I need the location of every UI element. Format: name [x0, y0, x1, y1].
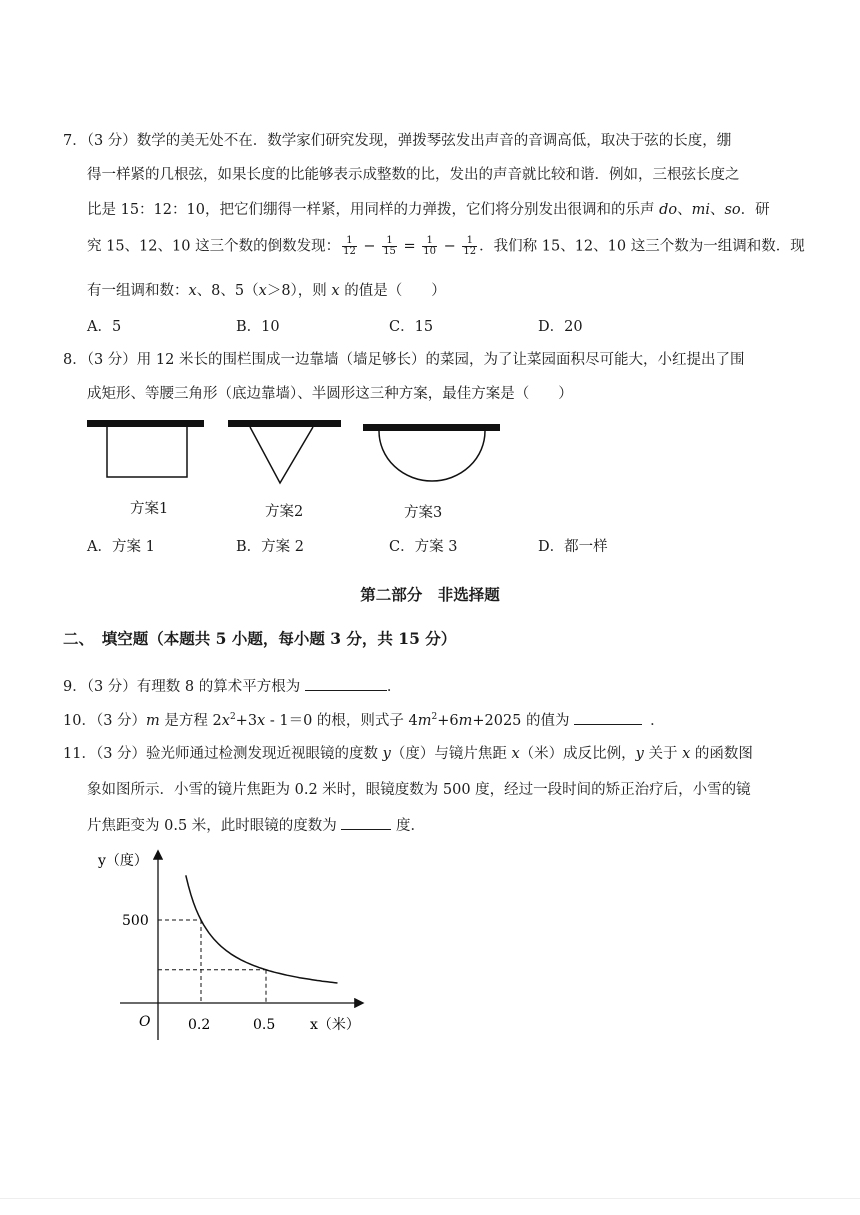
inverse-proportion-chart — [90, 840, 380, 1050]
q11-text: （度）与镜片焦距 — [390, 746, 512, 762]
part2-title: 第二部分 非选择题 — [360, 585, 500, 604]
q9-text: 9．（3 分）有理数 8 的算术平方根为 — [63, 679, 305, 695]
var-x: x — [331, 283, 340, 299]
q7-line4 — [87, 236, 805, 257]
plan3-figure — [363, 424, 500, 481]
var-x: x — [511, 746, 520, 762]
plan1-figure — [87, 420, 204, 477]
exponent: 2 — [229, 712, 236, 723]
sep: 、 — [709, 202, 725, 218]
q11-answer-blank[interactable] — [341, 815, 391, 830]
q11-line2: 象如图所示．小雪的镜片焦距为 0.2 米时，眼镜度数为 500 度，经过一段时间的矫正治疗后，小雪的镜 — [87, 782, 751, 798]
sep: 、 — [677, 202, 692, 218]
wall-1 — [87, 420, 204, 427]
note-so: so — [724, 202, 741, 218]
q7-line4-end: ．我们称 15、12、10 这三个数为一组调和数．现 — [479, 238, 805, 255]
plan3-label: 方案3 — [404, 505, 443, 521]
q9-answer-blank[interactable] — [305, 676, 387, 691]
q11-text: （米）成反比例， — [519, 746, 636, 762]
q11-line1 — [63, 744, 753, 764]
frac-1-10 — [422, 236, 437, 257]
plan1-label: 方案1 — [130, 501, 169, 517]
q11-text: 11．（3 分）验光师通过检测发现近视眼镜的度数 — [63, 746, 383, 762]
wall-2 — [228, 420, 341, 427]
frac-1-12 — [342, 236, 357, 257]
q8-option-c[interactable]: C．方案 3 — [389, 539, 458, 555]
var-x: x — [258, 283, 267, 299]
q7-line5-text: ＞8），则 — [266, 283, 332, 299]
q7-line3-end: ．研 — [740, 202, 770, 218]
exponent: 2 — [431, 712, 438, 723]
q11-line3 — [87, 815, 425, 836]
q7-line5-text: 有一组调和数： — [87, 283, 189, 299]
q8-option-a[interactable]: A．方案 1 — [87, 539, 155, 555]
origin-label: O — [139, 1014, 151, 1030]
frac-num: 1 — [342, 236, 357, 247]
q11-text: 的函数图 — [690, 746, 753, 762]
semicircle-fence — [379, 431, 485, 481]
q8-line1: 8．（3 分）用 12 米长的围栏围成一边靠墙（墙足够长）的菜园，为了让菜园面积尽可能大，小红提出了围 — [63, 352, 745, 368]
q11-text: 片焦距变为 0.5 米，此时眼镜的度数为 — [87, 818, 342, 834]
frac-den: 15 — [383, 246, 396, 257]
frac-num: 1 — [422, 236, 437, 247]
q7-line1: 7．（3 分）数学的美无处不在．数学家们研究发现，弹拨琴弦发出声音的音调高低，取决于弦的长度，绷 — [63, 133, 732, 149]
q7-line5 — [87, 281, 446, 301]
frac-1-12b — [462, 236, 477, 257]
page-bottom-divider — [0, 1198, 860, 1199]
q8-option-b[interactable]: B．方案 2 — [236, 539, 304, 555]
minus-sign: − — [439, 238, 461, 255]
q7-option-a[interactable]: A．5 — [87, 319, 122, 335]
frac-den: 10 — [423, 246, 437, 257]
q11-end: 度． — [391, 818, 425, 834]
note-mi: mi — [691, 202, 710, 218]
q10-text: - 1＝0 的根，则式子 4 — [265, 713, 418, 729]
rectangle-fence — [107, 427, 187, 477]
frac-num: 1 — [382, 236, 397, 247]
var-x: x — [682, 746, 691, 762]
x-axis-label: x（米） — [310, 1017, 360, 1033]
q7-line3-text: 比是 15：12：10，把它们绷得一样紧，用同样的力弹拨，它们将分别发出很调和的乐声 — [87, 202, 660, 218]
minus-sign: − — [358, 238, 381, 255]
frac-1-15 — [382, 236, 397, 257]
q10-text: +3 — [235, 713, 258, 729]
q10-line — [63, 710, 665, 731]
q9-line — [63, 676, 401, 697]
y-axis-label: y（度） — [98, 853, 148, 869]
q10-answer-blank[interactable] — [574, 710, 642, 725]
frac-num: 1 — [462, 236, 477, 247]
q7-option-b[interactable]: B．10 — [236, 319, 280, 335]
var-m: m — [458, 713, 473, 729]
note-do: do — [659, 202, 678, 218]
q7-line2: 得一样紧的几根弦，如果长度的比能够表示成整数的比，发出的声音就比较和谐．例如，三根弦长度之 — [87, 167, 740, 183]
plan-figures — [80, 415, 520, 485]
q10-text: 是方程 2 — [159, 713, 222, 729]
y-tick-500: 500 — [122, 913, 149, 929]
q9-end: ． — [386, 679, 402, 695]
var-x: x — [257, 713, 266, 729]
triangle-fence — [250, 427, 313, 483]
q7-line5-text: 、8、5（ — [196, 283, 259, 299]
var-m: m — [417, 713, 432, 729]
dashed-guides — [158, 920, 266, 1003]
fill-section-title: 二、 填空题（本题共 5 小题，每小题 3 分，共 15 分） — [63, 629, 457, 648]
var-x: x — [188, 283, 197, 299]
q11-text: 关于 — [643, 746, 683, 762]
x-tick-0-5: 0.5 — [253, 1017, 276, 1033]
plan2-label: 方案2 — [265, 504, 304, 520]
var-m: m — [146, 713, 160, 729]
plan2-figure — [228, 420, 341, 483]
var-x: x — [221, 713, 230, 729]
q7-line3 — [87, 200, 770, 220]
q10-text: +6 — [437, 713, 459, 729]
q7-option-d[interactable]: D．20 — [538, 319, 583, 335]
var-y: y — [382, 746, 391, 762]
inverse-curve — [186, 875, 338, 983]
q8-line2: 成矩形、等腰三角形（底边靠墙）、半圆形这三种方案，最佳方案是（ ） — [87, 386, 573, 402]
q10-text: 10．（3 分） — [63, 713, 147, 729]
q7-line5-end: 的值是（ ） — [339, 283, 446, 299]
x-tick-0-2: 0.2 — [188, 1017, 211, 1033]
q8-option-d[interactable]: D．都一样 — [538, 539, 608, 555]
equals-sign: = — [398, 238, 421, 255]
q10-end: ． — [650, 713, 665, 729]
q7-line4-text: 究 15、12、10 这三个数的倒数发现： — [87, 238, 341, 255]
frac-den: 12 — [463, 246, 477, 257]
wall-3 — [363, 424, 500, 431]
frac-den: 12 — [343, 246, 356, 257]
q7-option-c[interactable]: C．15 — [389, 319, 434, 335]
var-y: y — [635, 746, 644, 762]
q10-text: +2025 的值为 — [472, 713, 575, 729]
